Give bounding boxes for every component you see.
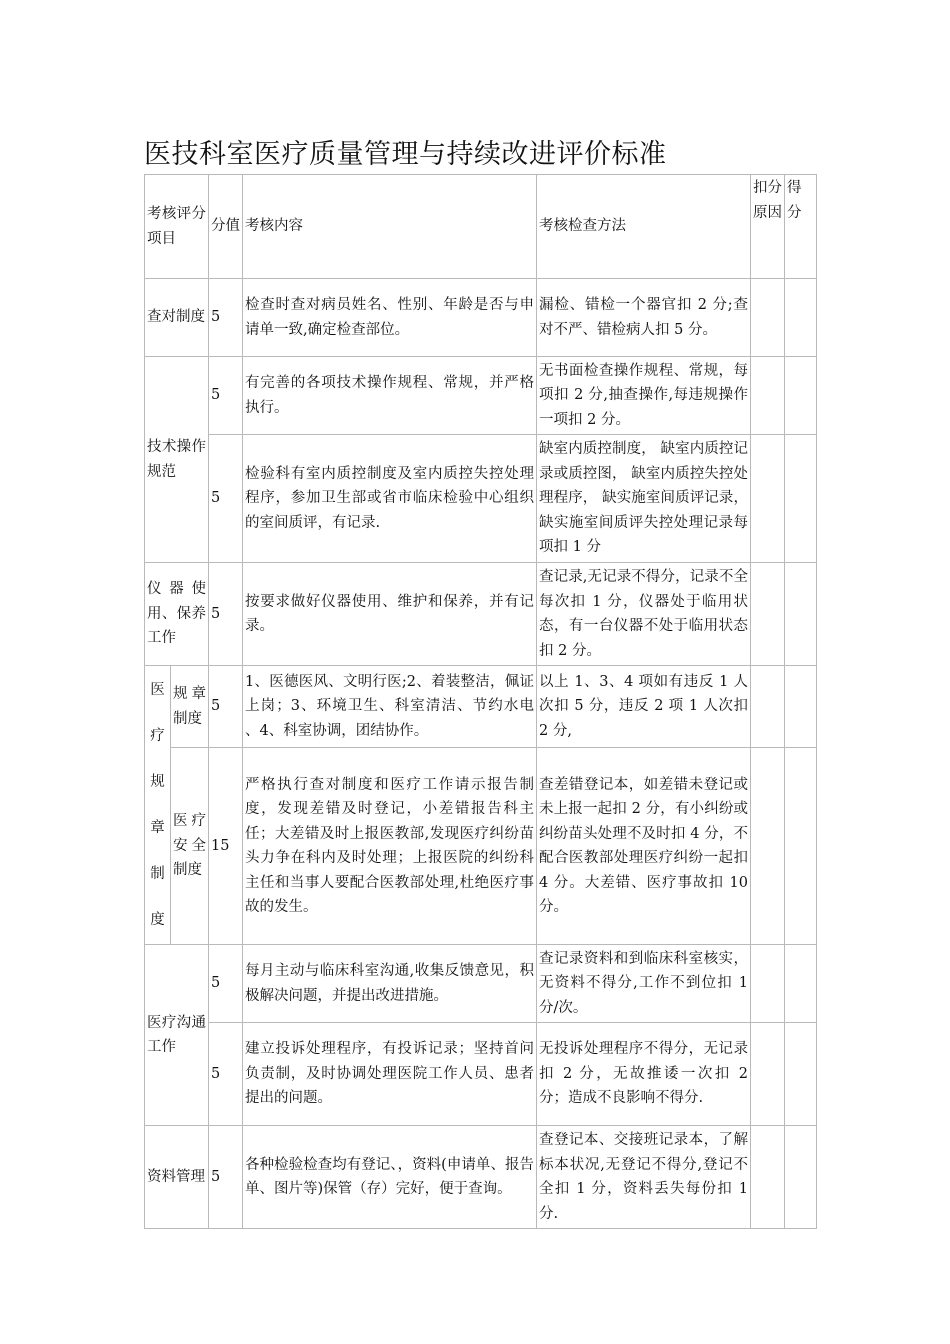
table-row	[145, 279, 817, 357]
score-cell: 5	[209, 435, 243, 563]
score-cell: 5	[209, 666, 243, 748]
score-cell: 5	[209, 945, 243, 1023]
header-method: 考核检查方法	[537, 175, 751, 279]
points-cell	[785, 1126, 817, 1229]
points-cell	[785, 435, 817, 563]
deduct-reason-cell	[751, 435, 785, 563]
deduct-reason-cell	[751, 1126, 785, 1229]
points-cell	[785, 1023, 817, 1126]
content-cell: 按要求做好仪器使用、维护和保养，并有记录。	[243, 563, 537, 666]
deduct-reason-cell	[751, 945, 785, 1023]
content-cell: 每月主动与临床科室沟通,收集反馈意见，积极解决问题，并提出改进措施。	[243, 945, 537, 1023]
content-cell: 检查时查对病员姓名、性别、年龄是否与申请单一致,确定检查部位。	[243, 279, 537, 357]
header-item: 考核评分项目	[145, 175, 209, 279]
method-cell: 缺室内质控制度， 缺室内质控记录或质控图， 缺室内质控失控处理程序， 缺实施室间质评记录， 缺实施室间质评失控处理记录每项扣 1 分	[537, 435, 751, 563]
method-cell: 漏检、错检一个器官扣 2 分;查对不严、错检病人扣 5 分。	[537, 279, 751, 357]
score-cell: 5	[209, 1023, 243, 1126]
table-row	[145, 945, 817, 1023]
content-cell: 检验科有室内质控制度及室内质控失控处理程序，参加卫生部或省市临床检验中心组织的室间质评，有记录.	[243, 435, 537, 563]
table-row	[145, 1023, 817, 1126]
content-cell: 有完善的各项技术操作规程、常规，并严格执行。	[243, 357, 537, 435]
content-cell: 严格执行查对制度和医疗工作请示报告制度，发现差错及时登记，小差错报告科主任；大差错及时上报医教部,发现医疗纠纷苗头力争在科内及时处理；上报医院的纠纷科主任和当事人要配合医教部处理,杜绝医疗事故的发生。	[243, 748, 537, 945]
sub-item-label: 医疗安全制度	[171, 748, 209, 945]
item-label: 医疗规章制度	[145, 666, 171, 945]
deduct-reason-cell	[751, 357, 785, 435]
table-header-row	[145, 175, 817, 279]
item-label: 资料管理	[145, 1126, 209, 1229]
item-label: 仪器使用、保养工作	[145, 563, 209, 666]
table-row	[145, 666, 817, 748]
points-cell	[785, 357, 817, 435]
points-cell	[785, 945, 817, 1023]
evaluation-table	[144, 174, 817, 1229]
method-cell: 查差错登记本，如差错未登记或未上报一起扣 2 分，有小纠纷或纠纷苗头处理不及时扣 4 分，不配合医教部处理医疗纠纷一起扣 4 分。大差错、医疗事故扣 10 分。	[537, 748, 751, 945]
header-deduct-reason: 扣分原因	[751, 175, 785, 279]
score-cell: 15	[209, 748, 243, 945]
table-row	[145, 357, 817, 435]
method-cell: 以上 1、3、4 项如有违反 1 人次扣 5 分，违反 2 项 1 人次扣 2 分,	[537, 666, 751, 748]
method-cell: 无书面检查操作规程、常规，每项扣 2 分,抽查操作,每违规操作一项扣 2 分。	[537, 357, 751, 435]
method-cell: 查记录资料和到临床科室核实，无资料不得分,工作不到位扣 1 分/次。	[537, 945, 751, 1023]
method-cell: 查登记本、交接班记录本，了解标本状况,无登记不得分,登记不全扣 1 分，资料丢失每份扣 1 分.	[537, 1126, 751, 1229]
header-points: 得分	[785, 175, 817, 279]
item-label: 查对制度	[145, 279, 209, 357]
deduct-reason-cell	[751, 1023, 785, 1126]
score-cell: 5	[209, 357, 243, 435]
table-row	[145, 563, 817, 666]
header-content: 考核内容	[243, 175, 537, 279]
item-label: 技术操作规范	[145, 357, 209, 563]
table-row	[145, 1126, 817, 1229]
table-row	[145, 435, 817, 563]
deduct-reason-cell	[751, 279, 785, 357]
points-cell	[785, 666, 817, 748]
sub-item-label: 规章制度	[171, 666, 209, 748]
table-row	[145, 748, 817, 945]
item-label: 医疗沟通工作	[145, 945, 209, 1126]
score-cell: 5	[209, 563, 243, 666]
score-cell: 5	[209, 279, 243, 357]
content-cell: 建立投诉处理程序，有投诉记录；坚持首问负责制，及时协调处理医院工作人员、患者提出的问题。	[243, 1023, 537, 1126]
points-cell	[785, 563, 817, 666]
header-score: 分值	[209, 175, 243, 279]
content-cell: 各种检验检查均有登记、，资料(申请单、报告单、图片等)保管（存）完好，便于查询。	[243, 1126, 537, 1229]
page-title: 医技科室医疗质量管理与持续改进评价标准	[144, 139, 667, 170]
deduct-reason-cell	[751, 666, 785, 748]
deduct-reason-cell	[751, 748, 785, 945]
method-cell: 无投诉处理程序不得分，无记录扣 2 分，无故推诿一次扣 2 分；造成不良影响不得分.	[537, 1023, 751, 1126]
points-cell	[785, 748, 817, 945]
points-cell	[785, 279, 817, 357]
deduct-reason-cell	[751, 563, 785, 666]
content-cell: 1、医德医风、文明行医;2、着装整洁，佩证上岗；3、环境卫生、科室清洁、节约水电 、4、科室协调，团结协作。	[243, 666, 537, 748]
score-cell: 5	[209, 1126, 243, 1229]
method-cell: 查记录,无记录不得分，记录不全每次扣 1 分，仪器处于临用状态，有一台仪器不处于临用状态扣 2 分。	[537, 563, 751, 666]
